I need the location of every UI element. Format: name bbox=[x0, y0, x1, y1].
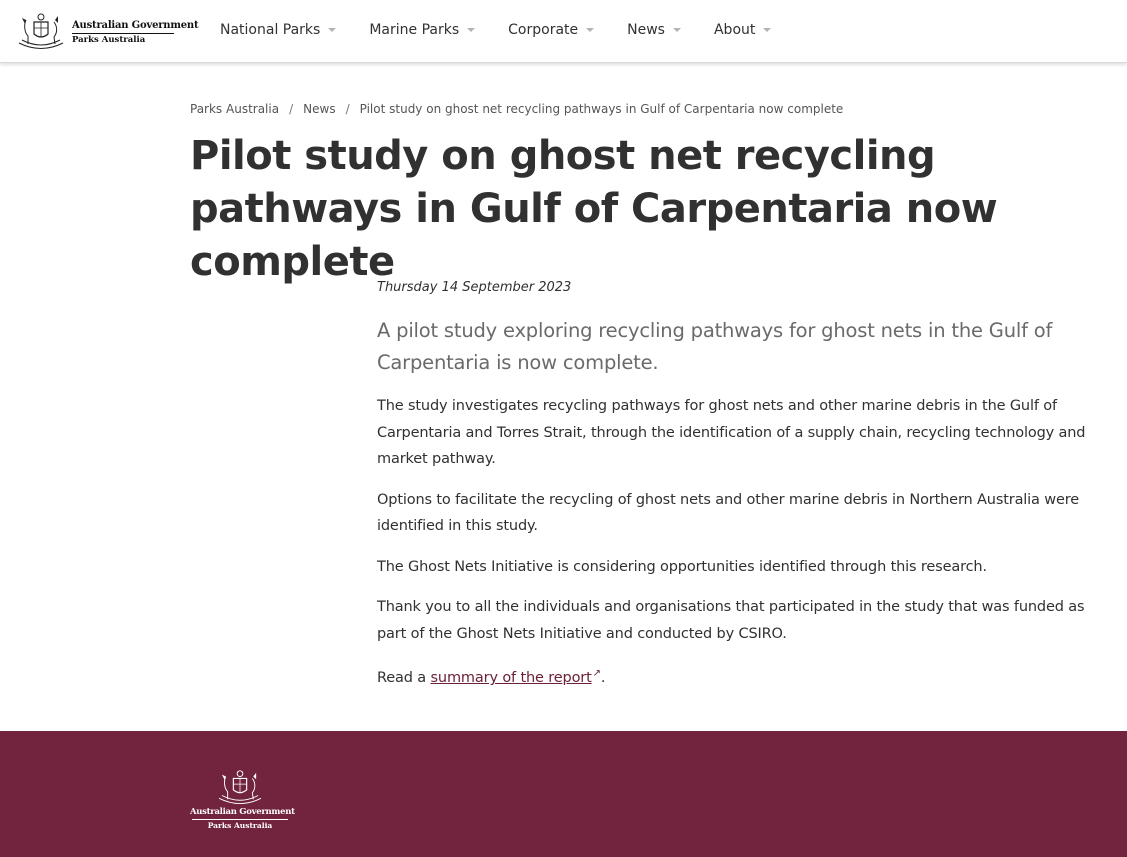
external-link-icon: ↗ bbox=[592, 668, 601, 679]
report-summary-link[interactable]: summary of the report bbox=[430, 669, 592, 686]
chevron-down-icon bbox=[328, 28, 336, 32]
breadcrumb-news[interactable]: News bbox=[303, 102, 336, 116]
nav-news[interactable]: News bbox=[627, 20, 681, 40]
chevron-down-icon bbox=[763, 28, 771, 32]
nav-about[interactable]: About bbox=[714, 20, 771, 40]
article-date: Thursday 14 September 2023 bbox=[377, 280, 572, 295]
article-paragraph: Thank you to all the individuals and organisations that participated in the study that was funded as part of the Ghost Nets Initiative and conducted by CSIRO. bbox=[377, 599, 1085, 642]
chevron-down-icon bbox=[673, 28, 681, 32]
breadcrumb-separator: / bbox=[289, 102, 294, 116]
footer-logo-agency-text: Parks Australia bbox=[207, 821, 273, 830]
breadcrumb-current: Pilot study on ghost net recycling pathways in Gulf of Carpentaria now complete bbox=[359, 102, 844, 116]
nav-corporate[interactable]: Corporate bbox=[508, 20, 594, 40]
article-paragraph: The study investigates recycling pathways for ghost nets and other marine debris in the Gulf of Carpentaria and Torres Strait, through the identification of a supply chain, recycling technology and market pathway. bbox=[377, 398, 1086, 467]
article-paragraph: The Ghost Nets Initiative is considering opportunities identified through this research. bbox=[377, 558, 987, 575]
article-lede: A pilot study exploring recycling pathways for ghost nets in the Gulf of Carpentaria is now complete. bbox=[377, 319, 1053, 374]
footer-logo-divider bbox=[192, 819, 288, 820]
site-footer bbox=[0, 731, 1127, 857]
article-paragraph: Options to facilitate the recycling of ghost nets and other marine debris in Northern Australia were identified in this study. bbox=[377, 491, 1080, 534]
coat-of-arms-icon bbox=[14, 10, 68, 50]
chevron-down-icon bbox=[586, 28, 594, 32]
breadcrumb bbox=[190, 102, 843, 116]
chevron-down-icon bbox=[467, 28, 475, 32]
breadcrumb-separator: / bbox=[345, 102, 350, 116]
site-logo[interactable] bbox=[14, 10, 199, 50]
page-title: Pilot study on ghost net recycling pathways in Gulf of Carpentaria now complete bbox=[190, 133, 998, 285]
coat-of-arms-icon bbox=[214, 767, 266, 805]
site-header bbox=[0, 0, 1127, 63]
nav-marine-parks[interactable]: Marine Parks bbox=[369, 20, 475, 40]
logo-agency-text: Parks Australia bbox=[72, 35, 146, 45]
logo-government-text: Australian Government bbox=[72, 20, 199, 31]
nav-national-parks[interactable]: National Parks bbox=[220, 20, 336, 40]
article-body bbox=[377, 280, 1105, 705]
logo-divider bbox=[72, 33, 174, 34]
main-nav bbox=[220, 20, 804, 40]
breadcrumb-parks-australia[interactable]: Parks Australia bbox=[190, 102, 280, 116]
footer-logo-government-text: Australian Government bbox=[190, 807, 295, 817]
footer-logo[interactable] bbox=[190, 767, 295, 831]
read-summary-paragraph: Read a summary of the report↗. bbox=[377, 661, 1105, 691]
